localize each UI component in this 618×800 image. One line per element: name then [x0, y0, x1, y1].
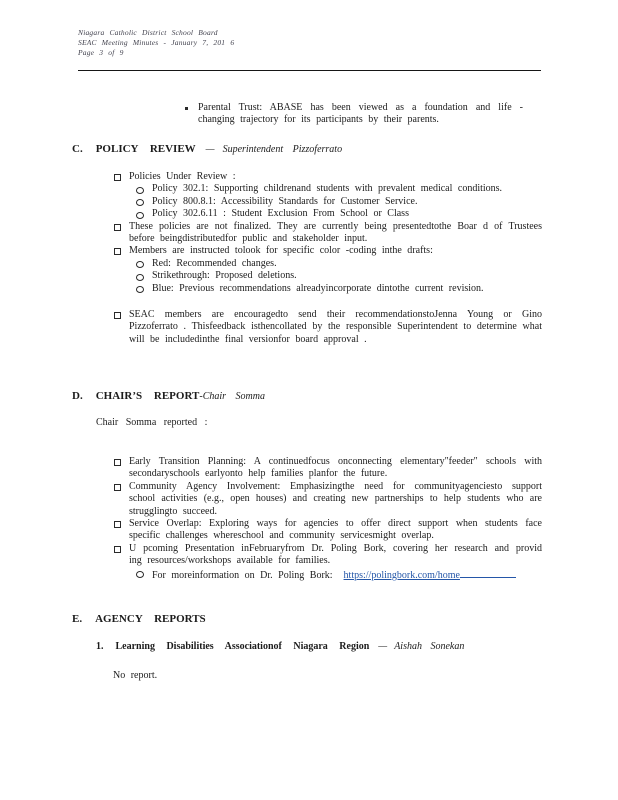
policy-302-6-11-text: Policy 302.6.11 : Student Exclusion From School or Class [152, 208, 409, 220]
list-item [114, 245, 542, 257]
policies-sublist [136, 183, 542, 220]
circle-bullet-icon [136, 286, 144, 293]
agency-item-body: No report. [113, 670, 158, 681]
more-info-line [152, 568, 542, 582]
square-bullet-icon [114, 459, 121, 466]
policies-under-review-text: Policies Under Review : [129, 171, 236, 182]
section-c-dash: — [205, 144, 215, 155]
circle-bullet-icon [136, 199, 144, 206]
policy-800-8-1-text: Policy 800.8.1: Accessibility Standards for Customer Service. [152, 195, 418, 207]
circle-bullet-icon [136, 187, 144, 194]
section-d-letter: D. [72, 390, 83, 402]
presentation-sublist [136, 568, 542, 582]
section-c-letter: C. [72, 143, 83, 155]
parental-trust-bullet [185, 102, 523, 127]
early-transition-text: Early Transition Planning: A continuedfocus onconnecting elementary"feeder" schools with secondaryschools earlyonto help families planfor the future. [129, 456, 542, 480]
section-c-title: POLICY REVIEW [95, 143, 196, 155]
red-coding-text: Red: Recommended changes. [152, 257, 277, 269]
agency-item-presenter: Aishah Sonekan [394, 641, 465, 652]
more-info-prefix: For moreinformation on Dr. Poling Bork: [152, 569, 333, 581]
square-bullet-icon [114, 174, 121, 181]
color-coding-sublist [136, 258, 542, 295]
circle-bullet-icon [136, 274, 144, 281]
section-e-title: AGENCY REPORTS [95, 613, 206, 625]
agency-report-item-heading [96, 641, 464, 652]
square-bullet-icon [114, 312, 121, 319]
list-item [114, 171, 542, 183]
strikethrough-coding-text: Strikethrough: Proposed deletions. [152, 270, 297, 282]
running-header [78, 28, 234, 58]
list-item [114, 221, 542, 246]
square-bullet-icon [114, 248, 121, 255]
agency-item-title: Learning Disabilities Associationof Niagara Region [115, 641, 370, 652]
chair-report-list [114, 456, 542, 582]
solid-square-bullet-icon [185, 107, 188, 110]
community-agency-text: Community Agency Involvement: Emphasizingthe need for communityagenciesto support school activities (e.g., open houses) and creating new partnerships to help students who are strugglingto succeed. [129, 480, 542, 517]
circle-bullet-icon [136, 571, 144, 578]
list-item [136, 208, 542, 220]
square-bullet-icon [114, 546, 121, 553]
parental-trust-text: Parental Trust: ABASE has been viewed as a foundation and life -changing trajectory for its participants by their parents. [198, 102, 523, 126]
section-c-subtitle: Superintendent Pizzoferrato [222, 144, 343, 155]
seac-feedback-text: SEAC members are encouragedto send their recommendationstoJenna Young or Gino Pizzoferrato . Thisfeedback isthencollated by the responsible Superintendent to determine what will be includedinthe final versionfor board approval . [129, 309, 542, 345]
policies-not-finalized-text: These policies are not finalized. They are currently being presentedtothe Boar d of Trustees before beingdistributedfor public and stakeholder input. [129, 220, 542, 245]
circle-bullet-icon [136, 261, 144, 268]
circle-bullet-icon [136, 212, 144, 219]
section-e-heading [72, 613, 206, 626]
section-d-subtitle: -Chair Somma [199, 391, 265, 402]
agency-item-number: 1. [96, 641, 104, 652]
blue-coding-text: Blue: Previous recommendations alreadyincorporate dintothe current revision. [152, 282, 484, 294]
list-item [136, 270, 542, 282]
list-item [114, 309, 542, 346]
header-page-number: Page 3 of 9 [78, 48, 124, 57]
header-title-line: SEAC Meeting Minutes - January 7, 201 6 [78, 38, 235, 47]
square-bullet-icon [114, 484, 121, 491]
list-item [136, 183, 542, 195]
header-org-line: Niagara Catholic District School Board [78, 28, 218, 37]
policy-review-list [114, 171, 542, 346]
chair-reported-lead: Chair Somma reported : [96, 417, 208, 428]
list-item [136, 258, 542, 270]
section-e-letter: E. [72, 613, 83, 625]
list-item [136, 196, 542, 208]
link-underline-tail [460, 568, 516, 578]
color-coding-text: Members are instructed tolook for specific color -coding inthe drafts: [129, 245, 433, 257]
square-bullet-icon [114, 521, 121, 528]
agency-item-dash: — [378, 641, 388, 652]
service-overlap-text: Service Overlap: Exploring ways for agencies to offer direct support when students face specific challenges whereschool and community servicesmight overlap. [129, 518, 542, 542]
list-item [114, 481, 542, 518]
section-d-heading [72, 390, 265, 403]
poling-bork-link[interactable]: https://polingbork.com/home [343, 569, 460, 581]
list-item [136, 568, 542, 582]
upcoming-presentation-text: U pcoming Presentation inFebruaryfrom Dr. Poling Bork, covering her research and provid ing resources/workshops available for families. [129, 542, 542, 567]
list-item [114, 456, 542, 481]
square-bullet-icon [114, 224, 121, 231]
header-divider [78, 70, 541, 71]
list-item [114, 543, 542, 568]
policy-302-1-text: Policy 302.1: Supporting childrenand students with prevalent medical conditions. [152, 183, 503, 195]
section-d-title: CHAIR’S REPORT [95, 390, 200, 402]
section-c-heading [72, 143, 342, 156]
list-item [114, 518, 542, 543]
list-item [136, 283, 542, 295]
